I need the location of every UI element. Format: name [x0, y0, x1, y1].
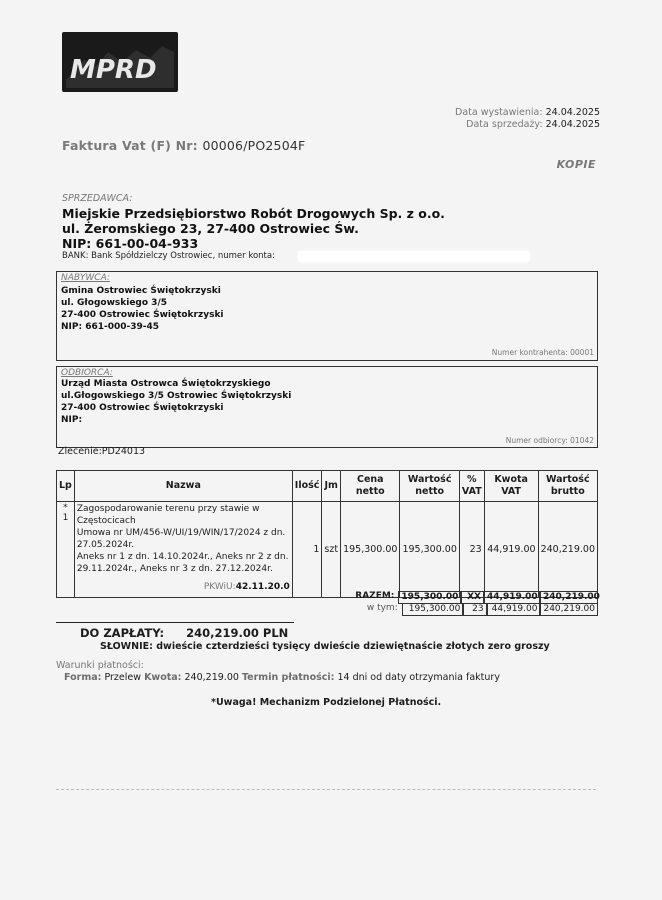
seller-label: SPRZEDAWCA:	[62, 193, 133, 204]
issue-date	[455, 107, 600, 119]
row-qty: 1	[292, 502, 322, 598]
row-description	[74, 502, 292, 598]
row-lp: * 1	[57, 502, 75, 598]
recipient-line: 27-400 Ostrowiec Świętokrzyski	[61, 403, 224, 413]
total-gross: 240,219.00	[540, 591, 598, 604]
svg-text:MPRD: MPRD	[70, 55, 157, 85]
table-header-row	[57, 471, 598, 502]
invoice-title	[62, 138, 305, 153]
amount-due-value: 240,219.00 PLN	[186, 626, 289, 640]
buyer-line: Gmina Ostrowiec Świętokrzyski	[61, 286, 221, 296]
col-price: Cena netto	[341, 471, 400, 502]
row-price: 195,300.00	[341, 502, 400, 598]
recipient-box	[56, 366, 598, 448]
amount-value: 240,219.00	[184, 672, 239, 683]
seller-nip: NIP: 661-00-04-933	[62, 236, 199, 251]
buyer-label: NABYWCA:	[61, 273, 110, 283]
payment-terms-label: Warunki płatności:	[56, 660, 144, 671]
invoice-number: 00006/PO2504F	[202, 138, 306, 153]
row-vat-amt: 44,919.00	[484, 502, 538, 598]
form-label: Forma:	[64, 672, 102, 683]
pkwiu-value: 42.11.20.0	[235, 582, 290, 592]
incl-vat-pct: 23	[463, 603, 486, 616]
col-gross: Wartość brutto	[538, 471, 597, 502]
invoice-title-prefix: Faktura Vat (F) Nr:	[62, 138, 198, 153]
row-vat-pct: 23	[459, 502, 484, 598]
buyer-line: NIP: 661-000-39-45	[61, 322, 160, 332]
redacted-account	[298, 251, 530, 262]
order-number: Zlecenie:PD24013	[58, 446, 146, 457]
recipient-label: ODBIORCA:	[61, 368, 113, 378]
seller-name: Miejskie Przedsiębiorstwo Robót Drogowych Sp. z o.o.	[62, 206, 445, 221]
col-vat-pct: % VAT	[459, 471, 484, 502]
row-desc-line: Zagospodarowanie terenu przy stawie w Częstocicach	[76, 504, 260, 526]
sale-date-value: 24.04.2025	[545, 119, 600, 130]
deadline-value: 14 dni od daty otrzymania faktury	[337, 672, 500, 683]
items-table	[56, 470, 598, 598]
deadline-label: Termin płatności:	[241, 672, 335, 683]
col-net: Wartość netto	[400, 471, 459, 502]
total-label: RAZEM:	[355, 591, 395, 601]
row-desc-line: Aneks nr 1 z dn. 14.10.2024r., Aneks nr 2 z dn. 29.11.2024r., Aneks nr 3 z dn. 27.12.2024r.	[76, 552, 289, 574]
incl-net: 195,300.00	[402, 603, 464, 616]
split-payment-warning: *Uwaga! Mechanizm Podzielonej Płatności.	[211, 697, 442, 708]
buyer-box	[56, 271, 598, 361]
col-vat-amt: Kwota VAT	[484, 471, 538, 502]
row-pkwiu	[77, 581, 290, 593]
row-lp-value: 1	[62, 513, 69, 523]
col-name: Nazwa	[74, 471, 292, 502]
copy-label: KOPIE	[556, 158, 596, 171]
seller-street: ul. Żeromskiego 23, 27-400 Ostrowiec Św.	[62, 221, 359, 236]
company-logo	[62, 32, 178, 92]
sale-date	[466, 119, 600, 131]
amount-in-words: SŁOWNIE: dwieście czterdzieści tysięcy dwieście dziewiętnaście złotych zero groszy	[100, 641, 550, 652]
issue-date-value: 24.04.2025	[545, 107, 600, 118]
seller-bank: BANK: Bank Spółdzielczy Ostrowiec, numer konta:	[62, 251, 275, 261]
total-vat-pct: XX	[461, 591, 484, 604]
row-net: 195,300.00	[400, 502, 459, 598]
issue-date-label: Data wystawienia:	[455, 107, 543, 118]
recipient-line: NIP:	[61, 415, 83, 425]
table-row	[57, 502, 598, 598]
incl-label: w tym:	[366, 603, 398, 613]
total-net: 195,300.00	[398, 591, 461, 604]
incl-vat-amt: 44,919.00	[487, 603, 541, 616]
recipient-line: ul.Głogowskiego 3/5 Ostrowiec Świętokrzyski	[61, 391, 292, 401]
total-vat-amt: 44,919.00	[484, 591, 540, 604]
incl-row	[300, 603, 598, 616]
col-unit: Jm	[322, 471, 341, 502]
col-lp: Lp	[57, 471, 75, 502]
contractor-number: Numer kontrahenta: 00001	[491, 348, 594, 357]
row-gross: 240,219.00	[538, 502, 597, 598]
recipient-number: Numer odbiorcy: 01042	[505, 436, 594, 445]
amount-due-label: DO ZAPŁATY:	[80, 626, 165, 640]
dashed-divider	[56, 789, 596, 790]
recipient-line: Urząd Miasta Ostrowca Świętokrzyskiego	[61, 379, 271, 389]
buyer-line: 27-400 Ostrowiec Świętokrzyski	[61, 310, 224, 320]
row-unit: szt	[322, 502, 341, 598]
payment-divider	[56, 622, 294, 623]
amount-label: Kwota:	[144, 672, 182, 683]
buyer-line: ul. Głogowskiego 3/5	[61, 298, 167, 308]
amount-due	[80, 626, 288, 640]
form-value: Przelew	[104, 672, 142, 683]
pkwiu-label: PKWiU:	[203, 582, 236, 592]
row-desc-line: Umowa nr UM/456-W/UI/19/WIN/17/2024 z dn. 27.05.2024r.	[76, 528, 286, 550]
incl-gross: 240,219.00	[540, 603, 598, 616]
payment-terms	[64, 672, 500, 683]
sale-date-label: Data sprzedaży:	[466, 119, 543, 130]
col-qty: Ilość	[292, 471, 322, 502]
